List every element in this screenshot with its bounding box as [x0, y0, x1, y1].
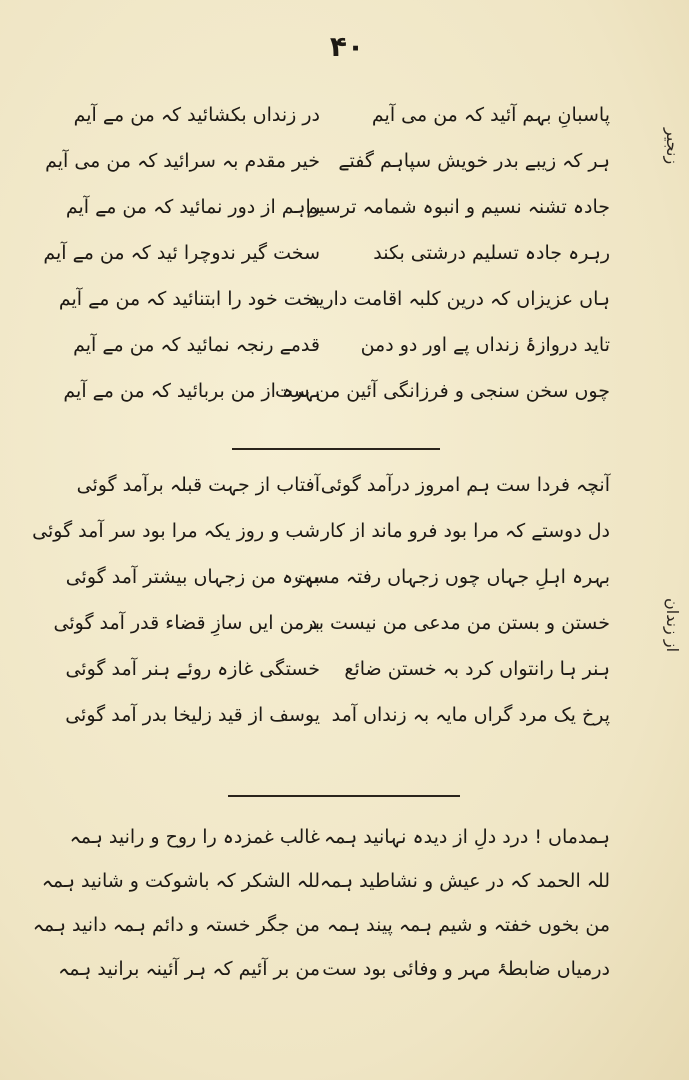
verse-line: قدمے رنجہ نمائید کہ من مے آیم	[73, 334, 320, 356]
right-hemistich-column	[319, 815, 610, 991]
verse-line: بہرہ من زجہاں بیشتر آمد گوئی	[65, 566, 320, 588]
right-hemistich-column	[294, 462, 610, 738]
verse-line: بہرہ اہلِ جہاں چوں زجہاں رفتہ مست	[294, 566, 610, 588]
verse-line: ہنر ہا رانتواں کرد بہ خستن ضائع	[344, 658, 610, 680]
verse-line: در زنداں بکشائید کہ من مے آیم	[73, 104, 320, 126]
left-hemistich-column	[32, 815, 320, 991]
verse-line: من بخوں خفتہ و شیم ہمہ پیند ہمہ	[326, 914, 610, 936]
verse-line: بخت خود را ابتنائید کہ من مے آیم	[58, 288, 320, 310]
verse-line: آنچہ فردا ست ہم امروز درآمد گوئی	[320, 474, 610, 496]
verse-line: للہ الحمد کہ در عیش و نشاطید ہمہ	[319, 870, 610, 892]
verse-line: ہر کہ زیبے بدر خویش سپاہم گفتے	[338, 150, 610, 172]
verse-line: من جگر خستہ و دائم ہمہ دانید ہمہ	[32, 914, 320, 936]
section-divider	[228, 795, 460, 797]
margin-note-middle: از زندان	[663, 598, 682, 653]
verse-line: درمیاں ضابطۂ مہر و وفائی بود ست	[322, 958, 610, 980]
verse-line: برمن ایں سازِ قضاء قدر آمد گوئی	[53, 612, 320, 634]
verse-line: شب و روز یکہ مرا بود سر آمد گوئی	[32, 520, 320, 542]
verse-line: یوسف از قید زلیخا بدر آمد گوئی	[65, 704, 320, 726]
verse-line: ہمدماں ! درد دلِ از دیدہ نہانید ہمہ	[323, 826, 610, 848]
verse-line: پاسبانِ بہم آئید کہ من می آیم	[371, 104, 610, 126]
verse-line: خستن و بستن من مدعی من نیست بد	[308, 612, 610, 634]
poem-section-1	[43, 92, 620, 432]
page-number: ۴۰	[329, 30, 365, 63]
verse-line: تاید دروازۂ زنداں پے اور دو دمن	[360, 334, 610, 356]
left-hemistich-column	[32, 462, 320, 738]
left-hemistich-column	[43, 92, 320, 414]
verse-line: بہرہ از من بربائید کہ من مے آیم	[63, 380, 320, 402]
verse-line: سخت گیر ندوچرا ئید کہ من مے آیم	[43, 242, 320, 264]
verse-line: ہاں عزیزاں کہ درین کلبہ اقامت دارید	[309, 288, 610, 310]
verse-line: خیر مقدم بہ سرائید کہ من می آیم	[45, 150, 320, 172]
poem-section-3	[32, 815, 620, 1015]
margin-note-top: زنجیر	[663, 128, 682, 165]
verse-line: للہ الشکر کہ باشوکت و شانید ہمہ	[41, 870, 320, 892]
verse-line: من بر آئیم کہ ہر آئینہ برانید ہمہ	[58, 958, 320, 980]
poem-section-2	[32, 462, 620, 782]
section-divider	[232, 448, 440, 450]
verse-line: دل دوستے کہ مرا بود فرو ماند از کار	[320, 520, 610, 542]
verse-line: غالب غمزدہ را روح و رانید ہمہ	[69, 826, 320, 848]
verse-line: پرخ یک مرد گراں مایہ بہ زنداں آمد	[331, 704, 610, 726]
verse-line: راہم از دور نمائید کہ من مے آیم	[65, 196, 320, 218]
verse-line: جادہ تشنہ نسیم و انبوہ شمامہ ترسیم	[306, 196, 610, 218]
verse-line: رہرہ جادہ تسلیم درشتی بکند	[373, 242, 610, 264]
verse-line: خستگی غازہ روئے ہنر آمد گوئی	[65, 658, 320, 680]
verse-line: آفتاب از جہت قبلہ برآمد گوئی	[76, 474, 320, 496]
verse-line: چوں سخن سنجی و فرزانگی آئین من ست	[275, 380, 610, 402]
right-hemistich-column	[275, 92, 610, 414]
